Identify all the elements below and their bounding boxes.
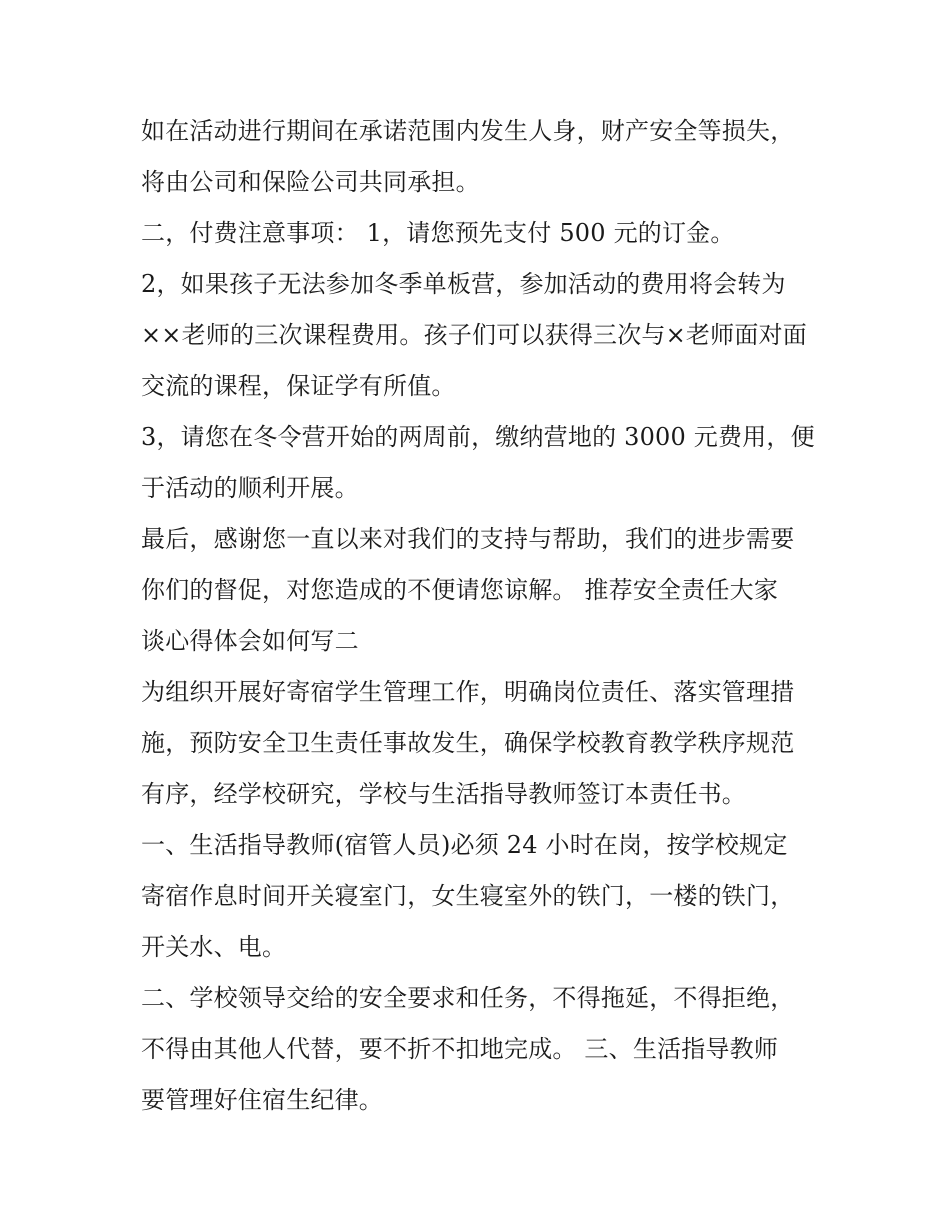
text-line: 要管理好住宿生纪律。 [141, 1086, 383, 1114]
text-line: 于活动的顺利开展。 [141, 474, 359, 502]
text-line: 有序，经学校研究，学校与生活指导教师签订本责任书。 [141, 780, 746, 808]
text-line: 3，请您在冬令营开始的两周前，缴纳营地的 3000 元费用，便 [141, 423, 815, 451]
text-line: 寄宿作息时间开关寝室门，女生寝室外的铁门，一楼的铁门， [141, 882, 795, 910]
text-line: 如在活动进行期间在承诺范围内发生人身，财产安全等损失， [141, 117, 795, 145]
text-line: 将由公司和保险公司共同承担。 [141, 168, 480, 196]
text-line: 不得由其他人代替，要不折不扣地完成。 三、生活指导教师 [141, 1035, 779, 1063]
text-line: 交流的课程，保证学有所值。 [141, 372, 456, 400]
text-line: 一、生活指导教师(宿管人员)必须 24 小时在岗，按学校规定 [141, 831, 788, 859]
text-line: 施，预防安全卫生责任事故发生，确保学校教育教学秩序规范 [141, 729, 795, 757]
text-line: 二、学校领导交给的安全要求和任务，不得拖延，不得拒绝， [141, 984, 795, 1012]
text-line: 开关水、电。 [141, 933, 287, 961]
text-line: 你们的督促，对您造成的不便请您谅解。 推荐安全责任大家 [141, 576, 779, 604]
text-line: 为组织开展好寄宿学生管理工作，明确岗位责任、落实管理措 [141, 678, 795, 706]
text-line: 最后，感谢您一直以来对我们的支持与帮助，我们的进步需要 [141, 525, 795, 553]
text-line: 二，付费注意事项： 1，请您预先支付 500 元的订金。 [141, 219, 735, 247]
document-body [141, 106, 821, 1126]
text-line: ××老师的三次课程费用。孩子们可以获得三次与×老师面对面 [141, 321, 807, 349]
text-line: 2，如果孩子无法参加冬季单板营，参加活动的费用将会转为 [141, 270, 786, 298]
text-line: 谈心得体会如何写二 [141, 627, 359, 655]
